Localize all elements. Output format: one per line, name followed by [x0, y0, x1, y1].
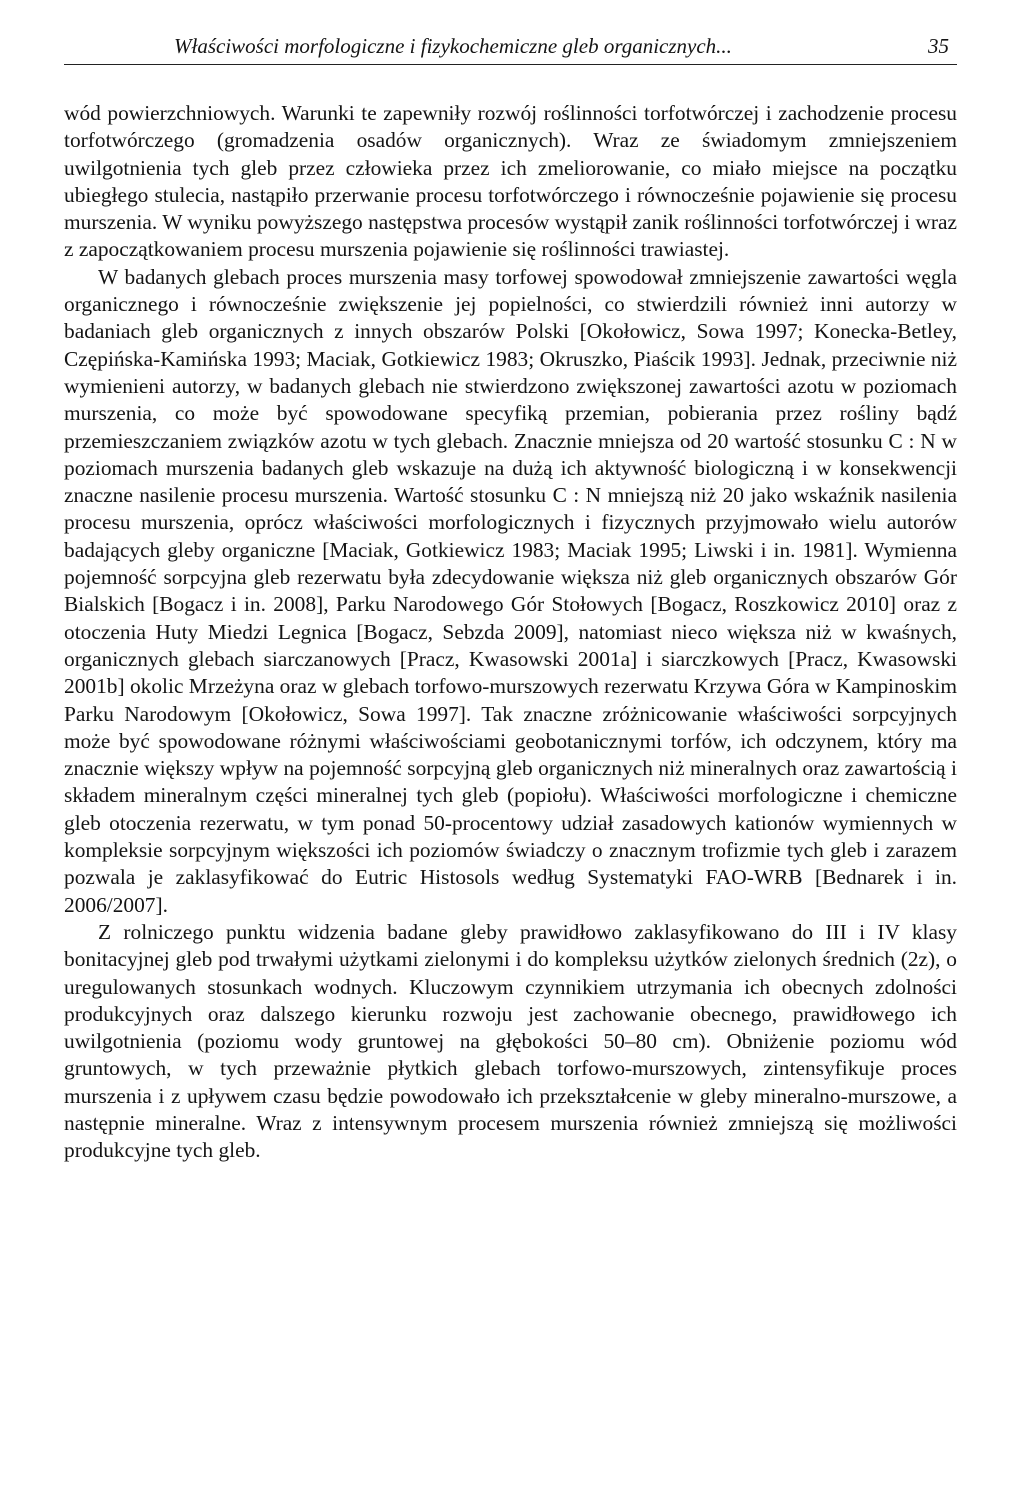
page-number: 35 [928, 34, 949, 58]
running-title: Właściwości morfologiczne i fizykochemiczne gleb organicznych... [174, 34, 732, 58]
paragraph-discussion: W badanych glebach proces murszenia masy torfowej spowodował zmniejszenie zawartości węgla organicznego i równocześnie zwiększenie jej popielności, co stwierdzili również inni autorzy w badaniach gleb organicznych z innych obszarów Polski [Okołowicz, Sowa 1997; Konecka-Betley, Czępińska-Kamińska 1993; Maciak, Gotkiewicz 1983; Okruszko, Piaścik 1993]. Jednak, przeciwnie niż wymienieni autorzy, w badanych glebach nie stwierdzono zwiększonej zawartości azotu w poziomach murszenia, co może być spowodowane specyfiką przemian, pobierania przez rośliny bądź przemieszczaniem związków azotu w tych glebach. Znacznie mniejsza od 20 wartość stosunku C : N w poziomach murszenia badanych gleb wskazuje na dużą ich aktywność biologiczną i w konsekwencji znaczne nasilenie procesu murszenia. Wartość stosunku C : N mniejszą niż 20 jako wskaźnik nasilenia procesu murszenia, oprócz właściwości morfologicznych i fizycznych przyjmowało wielu autorów badających gleby organiczne [Maciak, Gotkiewicz 1983; Maciak 1995; Liwski i in. 1981]. Wymienna pojemność sorpcyjna gleb rezerwatu była zdecydowanie większa niż gleb organicznych obszarów Gór Bialskich [Bogacz i in. 2008], Parku Narodowego Gór Stołowych [Bogacz, Roszkowicz 2010] oraz z otoczenia Huty Miedzi Legnica [Bogacz, Sebzda 2009], natomiast nieco większa niż w kwaśnych, organicznych glebach siarczanowych [Pracz, Kwasowski 2001a] i siarczkowych [Pracz, Kwasowski 2001b] okolic Mrzeżyna oraz w glebach torfowo-murszowych rezerwatu Krzywa Góra w Kampinoskim Parku Narodowym [Okołowicz, Sowa 1997]. Tak znaczne zróżnicowanie właściwości sorpcyjnych może być spowodowane różnymi właściwościami geobotanicznymi torfów, ich odczynem, który ma znacznie większy wpływ na pojemność sorpcyjną gleb organicznych niż mineralnych oraz zawartością i składem mineralnym części mineralnej tych gleb (popiołu). Właściwości morfologiczne i chemiczne gleb otoczenia rezerwatu, w tym ponad 50-procentowy udział zasadowych kationów wymiennych w kompleksie sorpcyjnym większości ich poziomów świadczy o znacznym trofizmie tych gleb i zarazem pozwala je zaklasyfikować do Eutric Histosols według Systematyki FAO-WRB [Bednarek i in. 2006/2007]. [64, 264, 957, 917]
paragraph-agricultural: Z rolniczego punktu widzenia badane gleby prawidłowo zaklasyfikowano do III i IV klasy bonitacyjnej gleb pod trwałymi użytkami zielonymi i do kompleksu użytków zielonych średnich (2z), o uregulowanych stosunkach wodnych. Kluczowym czynnikiem utrzymania ich obecnych zdolności produkcyjnych oraz dalszego kierunku rozwoju jest zachowanie obecnego, prawidłowego ich uwilgotnienia (poziomu wody gruntowej na głębokości 50–80 cm). Obniżenie poziomu wód gruntowych, w tych przeważnie płytkich glebach torfowo-murszowych, zintensyfikuje proces murszenia i z upływem czasu będzie powodowało ich przekształcenie w gleby mineralno-murszowe, a następnie mineralne. Wraz z intensywnym procesem murszenia również zmniejszą się możliwości produkcyjne tych gleb. [64, 919, 957, 1163]
header-rule [64, 64, 957, 65]
running-header [64, 28, 957, 64]
body-text [64, 100, 957, 1165]
paragraph-continuation: wód powierzchniowych. Warunki te zapewniły rozwój roślinności torfotwórczej i zachodzenie procesu torfotwórczego (gromadzenia osadów organicznych). Wraz ze świadomym zmniejszeniem uwilgotnienia tych gleb przez człowieka przez ich zmeliorowanie, co miało miejsce na początku ubiegłego stulecia, nastąpiło przerwanie procesu torfotwórczego i równocześnie pojawienie się procesu murszenia. W wyniku powyższego następstwa procesów wystąpił zanik roślinności torfotwórczej i wraz z zapoczątkowaniem procesu murszenia pojawienie się roślinności trawiastej. [64, 101, 957, 262]
